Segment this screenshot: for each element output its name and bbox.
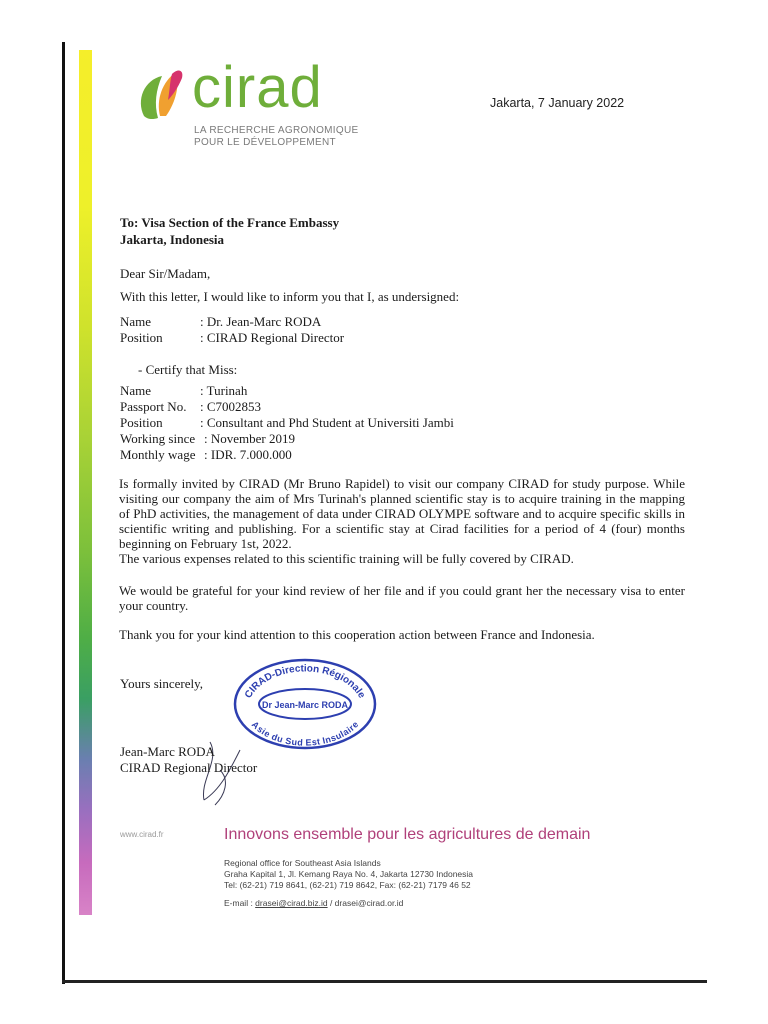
recipient-line-2: Jakarta, Indonesia — [120, 232, 225, 247]
candidate-row — [120, 431, 454, 447]
recipient-line-1: To: Visa Section of the France Embassy — [120, 215, 340, 230]
footer-address — [224, 858, 473, 891]
paragraph-request: We would be grateful for your kind review of her file and if you could grant her the necessary visa to enter your country. — [119, 583, 685, 613]
cirad-tagline — [194, 125, 434, 149]
field-label: Monthly wage — [120, 447, 196, 462]
stamp-center-text: Dr Jean-Marc RODA — [261, 700, 349, 710]
field-label: Position — [120, 415, 163, 430]
field-value: : CIRAD Regional Director — [200, 330, 345, 345]
signatory-name: Jean-Marc RODA — [120, 744, 215, 759]
candidate-row — [120, 415, 454, 431]
footer-website: www.cirad.fr — [120, 830, 164, 839]
candidate-row — [120, 447, 454, 463]
letterhead-color-band — [79, 50, 92, 915]
signatory-block — [120, 744, 257, 776]
candidate-details — [120, 383, 454, 463]
address-line: Tel: (62-21) 719 8641, (62-21) 719 8642, Fax: (62-21) 7179 46 52 — [224, 880, 471, 890]
stamp-bottom-text: Asie du Sud Est Insulaire — [249, 719, 361, 748]
paragraph-invitation — [119, 476, 685, 566]
footer-email — [224, 898, 403, 908]
paragraph-thanks: Thank you for your kind attention to this cooperation action between France and Indonesia. — [119, 627, 595, 642]
field-label: Name — [120, 314, 152, 329]
field-value: : Turinah — [200, 383, 248, 398]
tagline-line-2: POUR LE DÉVELOPPEMENT — [194, 137, 336, 148]
address-line: Regional office for Southeast Asia Islands — [224, 858, 381, 868]
undersigned-row — [120, 314, 344, 330]
footer-slogan: Innovons ensemble pour les agricultures de demain — [224, 826, 591, 843]
field-value: : November 2019 — [204, 431, 295, 446]
candidate-row — [120, 383, 454, 399]
invitation-text: Is formally invited by CIRAD (Mr Bruno Rapidel) to visit our company CIRAD for study purpose. While visiting our company the aim of Mrs Turinah's planned scientific stay is to acquire training in the mapping of PhD activities, the management of data under CIRAD OLYMPE software and to acquire specific skills in scientific writing and publishing. For a scientific stay at Cirad facilities for a period of 4 (four) months beginning on February 1st, 2022. — [119, 476, 685, 551]
email-label: E-mail : — [224, 898, 256, 908]
field-value: : IDR. 7.000.000 — [204, 447, 292, 462]
cirad-wordmark: cirad — [192, 55, 323, 120]
page-bottom-edge — [62, 980, 707, 983]
email-link[interactable]: drasei@cirad.biz.id — [255, 898, 328, 908]
candidate-row — [120, 399, 454, 415]
closing: Yours sincerely, — [120, 676, 204, 691]
field-label: Passport No. — [120, 399, 187, 414]
address-line: Graha Kapital 1, Jl. Kemang Raya No. 4, Jakarta 12730 Indonesia — [224, 869, 474, 879]
tagline-line-1: LA RECHERCHE AGRONOMIQUE — [194, 125, 359, 136]
field-label: Working since — [120, 431, 196, 446]
certify-line: - Certify that Miss: — [138, 362, 238, 377]
cirad-leaf-icon — [136, 66, 188, 124]
signatory-title: CIRAD Regional Director — [120, 760, 258, 775]
page-left-edge — [62, 42, 65, 984]
expenses-text: The various expenses related to this scientific training will be fully covered by CIRAD. — [119, 551, 574, 566]
official-stamp — [230, 652, 380, 752]
field-value: : Consultant and Phd Student at Universiti Jambi — [200, 415, 454, 430]
salutation: Dear Sir/Madam, — [120, 266, 211, 281]
intro-line: With this letter, I would like to inform you that I, as undersigned: — [120, 289, 460, 304]
undersigned-details — [120, 314, 344, 346]
field-label: Position — [120, 330, 163, 345]
field-label: Name — [120, 383, 152, 398]
stamp-top-text: CIRAD-Direction Régionale — [242, 663, 368, 701]
recipient-block — [120, 214, 339, 248]
letter-date: Jakarta, 7 January 2022 — [490, 96, 625, 110]
email-secondary: / drasei@cirad.or.id — [327, 898, 404, 908]
undersigned-row — [120, 330, 344, 346]
field-value: : C7002853 — [200, 399, 262, 414]
field-value: : Dr. Jean-Marc RODA — [200, 314, 322, 329]
